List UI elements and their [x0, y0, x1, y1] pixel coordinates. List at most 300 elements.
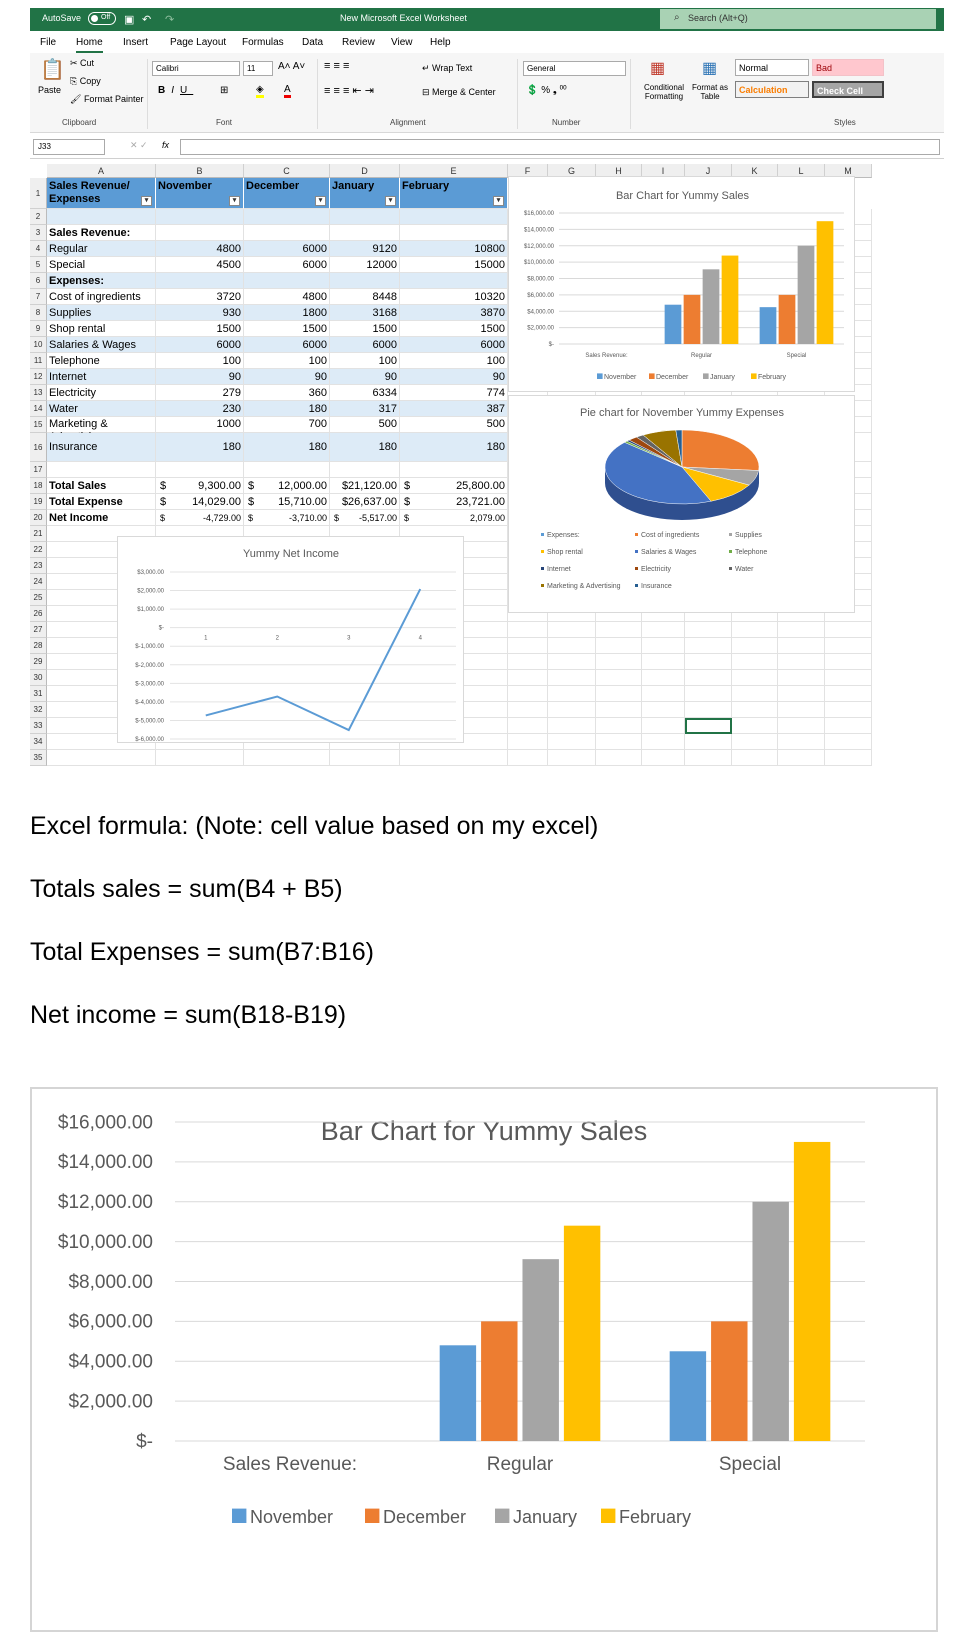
style-calculation[interactable]: Calculation — [735, 81, 809, 98]
tab-page-layout[interactable]: Page Layout — [170, 37, 227, 48]
value-cell[interactable] — [330, 225, 400, 241]
empty-cell[interactable] — [548, 654, 596, 670]
cut-button[interactable] — [70, 58, 94, 69]
empty-cell[interactable] — [825, 622, 872, 638]
value-cell[interactable] — [244, 225, 330, 241]
value-cell[interactable]: 10800 — [400, 241, 508, 257]
value-cell[interactable] — [400, 209, 508, 225]
value-cell[interactable]: 6000 — [156, 337, 244, 353]
row-header[interactable]: 1 — [30, 178, 47, 209]
column-header[interactable]: I — [642, 164, 685, 178]
value-cell[interactable]: 12000 — [330, 257, 400, 273]
currency-symbol: $ — [248, 496, 255, 508]
total-value-cell[interactable]: 23,721.00 $ — [400, 494, 508, 510]
row-header[interactable]: 10 — [30, 337, 47, 353]
empty-cell[interactable] — [548, 686, 596, 702]
row-header[interactable]: 5 — [30, 257, 47, 273]
value-cell[interactable]: 8448 — [330, 289, 400, 305]
empty-cell[interactable] — [778, 750, 825, 766]
value-cell[interactable]: 3168 — [330, 305, 400, 321]
column-header[interactable]: E — [400, 164, 508, 178]
search-box[interactable] — [660, 9, 936, 29]
empty-cell[interactable] — [642, 702, 685, 718]
total-value-cell[interactable]: -5,517.00 $ — [330, 510, 400, 526]
empty-cell[interactable] — [778, 622, 825, 638]
value-cell[interactable] — [330, 273, 400, 289]
empty-cell[interactable] — [596, 670, 642, 686]
tab-formulas[interactable]: Formulas — [242, 37, 284, 48]
empty-cell[interactable] — [825, 670, 872, 686]
empty-cell[interactable] — [732, 654, 778, 670]
value-cell[interactable]: 15000 — [400, 257, 508, 273]
row-label-cell[interactable] — [47, 209, 156, 225]
table-header-cell[interactable]: January ▾ — [330, 178, 400, 209]
empty-cell[interactable] — [548, 622, 596, 638]
filter-dropdown-icon[interactable]: ▾ — [229, 196, 240, 206]
row-header[interactable]: 8 — [30, 305, 47, 321]
table-header-cell[interactable]: December ▾ — [244, 178, 330, 209]
currency-symbol: $ — [404, 513, 410, 523]
legend-swatch — [365, 1509, 379, 1523]
total-label-cell[interactable]: Net Income — [47, 510, 156, 526]
empty-cell[interactable] — [596, 654, 642, 670]
value-cell[interactable]: 6000 — [400, 337, 508, 353]
number-group-label: Number — [552, 118, 581, 127]
row-header[interactable]: 9 — [30, 321, 47, 337]
row-label-cell[interactable]: Special — [47, 257, 156, 273]
font-color-icon[interactable]: A — [284, 84, 291, 98]
total-value-cell[interactable]: 2,079.00 $ — [400, 510, 508, 526]
total-value-cell[interactable]: 15,710.00 $ — [244, 494, 330, 510]
row-label-cell[interactable] — [47, 462, 156, 478]
legend-label: January — [710, 374, 735, 381]
row-label-cell[interactable]: Internet — [47, 369, 156, 385]
row-header[interactable]: 27 — [30, 622, 47, 638]
cut-label: Cut — [80, 58, 95, 68]
conditional-formatting-icon[interactable]: ▦ — [650, 60, 666, 77]
filter-dropdown-icon[interactable]: ▾ — [385, 196, 396, 206]
column-header[interactable]: C — [244, 164, 330, 178]
value-cell[interactable]: 6000 — [244, 337, 330, 353]
conditional-formatting-button[interactable]: Conditional Formatting — [643, 83, 685, 101]
fill-color-icon[interactable]: ◈ — [256, 84, 264, 98]
format-painter-button[interactable] — [70, 94, 143, 105]
value-cell[interactable]: 279 — [156, 385, 244, 401]
value-cell[interactable]: 317 — [330, 401, 400, 417]
row-header[interactable]: 18 — [30, 478, 47, 494]
row-label-cell[interactable]: Insurance — [47, 433, 156, 462]
total-value-cell[interactable]: 14,029.00 $ — [156, 494, 244, 510]
cancel-enter-icons[interactable]: ✕ ✓ — [130, 140, 148, 150]
row-header[interactable]: 2 — [30, 209, 47, 225]
empty-cell[interactable] — [330, 750, 400, 766]
value-cell[interactable] — [156, 225, 244, 241]
empty-cell[interactable] — [642, 654, 685, 670]
empty-cell[interactable] — [685, 670, 732, 686]
value-cell[interactable]: 387 — [400, 401, 508, 417]
tab-file[interactable]: File — [40, 37, 57, 48]
row-header[interactable]: 7 — [30, 289, 47, 305]
value-cell[interactable] — [330, 209, 400, 225]
currency-symbol: $ — [404, 496, 411, 508]
worksheet-grid[interactable] — [30, 164, 944, 786]
row-header[interactable]: 11 — [30, 353, 47, 369]
empty-cell[interactable] — [548, 670, 596, 686]
filter-dropdown-icon[interactable]: ▾ — [141, 196, 152, 206]
paste-icon[interactable]: 📋 — [40, 59, 65, 81]
empty-cell[interactable] — [685, 622, 732, 638]
empty-cell[interactable] — [244, 750, 330, 766]
empty-cell[interactable] — [548, 702, 596, 718]
bar-february — [564, 1226, 600, 1441]
row-header[interactable]: 12 — [30, 369, 47, 385]
empty-cell[interactable] — [685, 734, 732, 750]
empty-cell[interactable] — [825, 702, 872, 718]
empty-cell[interactable] — [642, 718, 685, 734]
value-cell[interactable]: 4800 — [244, 289, 330, 305]
value-cell[interactable]: 9120 — [330, 241, 400, 257]
empty-cell[interactable] — [778, 638, 825, 654]
empty-cell[interactable] — [508, 638, 548, 654]
row-header[interactable]: 31 — [30, 686, 47, 702]
font-grow-icon[interactable]: A˄ A˅ — [278, 61, 306, 72]
empty-cell[interactable] — [732, 638, 778, 654]
empty-cell[interactable] — [825, 638, 872, 654]
value-cell[interactable]: 500 — [330, 417, 400, 433]
row-header[interactable]: 21 — [30, 526, 47, 542]
empty-cell[interactable] — [685, 686, 732, 702]
empty-cell[interactable] — [596, 750, 642, 766]
empty-cell[interactable] — [596, 638, 642, 654]
empty-cell[interactable] — [732, 750, 778, 766]
value-cell[interactable]: 700 — [244, 417, 330, 433]
caption-line: Excel formula: (Note: cell value based on my excel) — [30, 812, 599, 840]
tab-insert[interactable]: Insert — [123, 37, 149, 48]
row-header[interactable]: 28 — [30, 638, 47, 654]
bold-italic-underline[interactable]: BIU — [158, 85, 194, 96]
empty-cell[interactable] — [825, 654, 872, 670]
style-bad[interactable]: Bad — [812, 59, 884, 76]
value-cell[interactable]: 100 — [156, 353, 244, 369]
value-cell[interactable]: 4500 — [156, 257, 244, 273]
total-label-cell[interactable]: Total Expense — [47, 494, 156, 510]
value-cell[interactable] — [400, 225, 508, 241]
empty-cell[interactable] — [778, 734, 825, 750]
row-header[interactable]: 14 — [30, 401, 47, 417]
value-cell[interactable] — [400, 273, 508, 289]
row-label-cell[interactable]: Sales Revenue: — [47, 225, 156, 241]
value-cell[interactable]: 6000 — [244, 241, 330, 257]
merge-center-button[interactable] — [422, 87, 496, 98]
style-check-cell[interactable]: Check Cell — [812, 81, 884, 98]
empty-cell[interactable] — [642, 622, 685, 638]
table-header-cell[interactable]: Sales Revenue/ Expenses ▾ — [47, 178, 156, 209]
empty-cell[interactable] — [400, 750, 508, 766]
value-cell[interactable]: 6000 — [244, 257, 330, 273]
empty-cell[interactable] — [642, 734, 685, 750]
tab-home[interactable]: Home — [76, 37, 103, 53]
value-cell[interactable]: 100 — [330, 353, 400, 369]
value-cell[interactable] — [400, 462, 508, 478]
row-header[interactable]: 25 — [30, 590, 47, 606]
line-chart[interactable] — [117, 536, 464, 743]
empty-cell[interactable] — [508, 622, 548, 638]
column-header[interactable]: K — [732, 164, 778, 178]
total-value-cell[interactable]: $21,120.00 — [330, 478, 400, 494]
formula-input[interactable] — [180, 139, 940, 155]
align-top-icons[interactable]: ≡ ≡ ≡ — [324, 60, 350, 72]
value-cell[interactable]: 90 — [244, 369, 330, 385]
value-cell[interactable] — [156, 273, 244, 289]
style-normal[interactable]: Normal — [735, 59, 809, 76]
empty-cell[interactable] — [548, 638, 596, 654]
value-cell[interactable]: 1000 — [156, 417, 244, 433]
value-cell[interactable]: 1500 — [156, 321, 244, 337]
chart-title: Bar Chart for Yummy Sales — [615, 190, 750, 202]
row-label-cell[interactable]: Expenses: — [47, 273, 156, 289]
total-value-cell[interactable]: $26,637.00 — [330, 494, 400, 510]
value-cell[interactable]: 360 — [244, 385, 330, 401]
empty-cell[interactable] — [596, 702, 642, 718]
bar-chart-svg — [509, 177, 856, 393]
column-header[interactable]: D — [330, 164, 400, 178]
bar-january — [752, 1202, 788, 1441]
redo-icon[interactable]: ↷ — [165, 14, 175, 26]
tab-review[interactable]: Review — [342, 37, 375, 48]
row-header[interactable]: 32 — [30, 702, 47, 718]
empty-cell[interactable] — [47, 750, 156, 766]
value-cell[interactable]: 1500 — [330, 321, 400, 337]
filter-dropdown-icon[interactable]: ▾ — [493, 196, 504, 206]
value-cell[interactable] — [330, 462, 400, 478]
y-tick-label: $-5,000.00 — [135, 718, 164, 725]
empty-cell[interactable] — [508, 750, 548, 766]
table-header-cell[interactable]: November ▾ — [156, 178, 244, 209]
row-header[interactable]: 4 — [30, 241, 47, 257]
borders-icon[interactable]: ⊞ — [220, 85, 229, 96]
row-header[interactable]: 16 — [30, 433, 47, 462]
empty-cell[interactable] — [156, 750, 244, 766]
empty-cell[interactable] — [685, 638, 732, 654]
save-icon[interactable]: ▣ — [124, 14, 135, 26]
value-cell[interactable]: 6334 — [330, 385, 400, 401]
row-header[interactable]: 26 — [30, 606, 47, 622]
empty-cell[interactable] — [732, 670, 778, 686]
y-tick-label: $4,000.00 — [68, 1351, 153, 1373]
empty-cell[interactable] — [596, 622, 642, 638]
value-cell[interactable]: 100 — [244, 353, 330, 369]
autosave-toggle[interactable]: Off — [88, 12, 116, 25]
selected-cell[interactable] — [685, 718, 732, 734]
name-box[interactable]: J33 — [33, 139, 105, 155]
row-header[interactable]: 15 — [30, 417, 47, 433]
empty-cell[interactable] — [685, 654, 732, 670]
excel-screenshot — [0, 0, 974, 790]
font-name-select[interactable]: Calibri — [152, 61, 240, 76]
format-as-table-button[interactable]: Format as Table — [691, 83, 728, 101]
row-label-cell[interactable]: Electricity — [47, 385, 156, 401]
column-header[interactable]: G — [548, 164, 596, 178]
row-header[interactable]: 33 — [30, 718, 47, 734]
row-header[interactable]: 20 — [30, 510, 47, 526]
empty-cell[interactable] — [778, 718, 825, 734]
wrap-text-button[interactable] — [422, 63, 472, 74]
bar-chart-svg — [32, 1089, 936, 1630]
value-cell[interactable]: 3720 — [156, 289, 244, 305]
value-cell[interactable]: 6000 — [330, 337, 400, 353]
bar-february — [722, 256, 739, 344]
row-label-cell[interactable]: Marketing & — [47, 417, 156, 433]
value-cell[interactable]: 180 — [400, 433, 508, 462]
align-left-icons[interactable]: ≡ ≡ ≡ ⇤ ⇥ — [324, 85, 374, 97]
row-header[interactable]: 17 — [30, 462, 47, 478]
empty-cell[interactable] — [596, 686, 642, 702]
format-table-icon[interactable]: ▦ — [702, 60, 718, 77]
row-label-cell[interactable]: Cost of ingredients — [47, 289, 156, 305]
value-cell[interactable]: 4800 — [156, 241, 244, 257]
empty-cell[interactable] — [508, 670, 548, 686]
column-header[interactable]: B — [156, 164, 244, 178]
empty-cell[interactable] — [596, 718, 642, 734]
row-header[interactable]: 35 — [30, 750, 47, 766]
empty-cell[interactable] — [732, 718, 778, 734]
row-header[interactable]: 19 — [30, 494, 47, 510]
value-cell[interactable] — [244, 273, 330, 289]
tab-data[interactable]: Data — [302, 37, 324, 48]
value-cell[interactable]: 180 — [244, 401, 330, 417]
number-format-select[interactable]: General — [523, 61, 626, 76]
empty-cell[interactable] — [508, 654, 548, 670]
currency-symbol: $ — [334, 513, 340, 523]
empty-cell[interactable] — [732, 686, 778, 702]
column-header[interactable]: H — [596, 164, 642, 178]
empty-cell[interactable] — [642, 686, 685, 702]
empty-cell[interactable] — [825, 718, 872, 734]
row-header[interactable]: 34 — [30, 734, 47, 750]
value-cell[interactable]: 3870 — [400, 305, 508, 321]
value-cell[interactable]: 180 — [156, 433, 244, 462]
value-cell[interactable]: 90 — [400, 369, 508, 385]
value-cell[interactable]: 1500 — [400, 321, 508, 337]
row-header[interactable]: 3 — [30, 225, 47, 241]
total-label-cell[interactable]: Total Sales — [47, 478, 156, 494]
row-header[interactable]: 24 — [30, 574, 47, 590]
column-header[interactable]: L — [778, 164, 825, 178]
row-header[interactable]: 30 — [30, 670, 47, 686]
value-cell[interactable]: 100 — [400, 353, 508, 369]
currency-percent-icons[interactable]: 💲 % ❟ ⁰⁰ — [526, 85, 567, 96]
row-header[interactable]: 6 — [30, 273, 47, 289]
row-label-cell[interactable]: Salaries & Wages — [47, 337, 156, 353]
value-cell[interactable]: 10320 — [400, 289, 508, 305]
column-header[interactable]: A — [47, 164, 156, 178]
table-header-cell[interactable]: February ▾ — [400, 178, 508, 209]
value-cell[interactable]: 1500 — [244, 321, 330, 337]
empty-cell[interactable] — [825, 686, 872, 702]
caption-text — [30, 812, 930, 1064]
total-value-cell[interactable]: -4,729.00 $ — [156, 510, 244, 526]
empty-cell[interactable] — [642, 750, 685, 766]
empty-cell[interactable] — [732, 622, 778, 638]
paste-button[interactable]: Paste — [38, 85, 62, 95]
empty-cell[interactable] — [778, 686, 825, 702]
row-header[interactable]: 23 — [30, 558, 47, 574]
pie-chart[interactable] — [508, 395, 855, 613]
copy-button[interactable] — [70, 76, 101, 87]
empty-cell[interactable] — [548, 734, 596, 750]
total-value-cell[interactable]: 12,000.00 $ — [244, 478, 330, 494]
empty-cell[interactable] — [642, 638, 685, 654]
column-header[interactable]: F — [508, 164, 548, 178]
total-value-cell[interactable]: 25,800.00 $ — [400, 478, 508, 494]
bar-november — [670, 1351, 706, 1441]
value-cell[interactable]: 230 — [156, 401, 244, 417]
empty-cell[interactable] — [685, 702, 732, 718]
row-label-cell[interactable]: Shop rental — [47, 321, 156, 337]
column-header[interactable]: M — [825, 164, 872, 178]
bar-february — [794, 1142, 830, 1441]
total-value-cell[interactable]: 9,300.00 $ — [156, 478, 244, 494]
value-cell[interactable]: 180 — [330, 433, 400, 462]
value-cell[interactable]: 180 — [244, 433, 330, 462]
filter-dropdown-icon[interactable]: ▾ — [315, 196, 326, 206]
empty-cell[interactable] — [642, 670, 685, 686]
row-label-cell[interactable]: Telephone — [47, 353, 156, 369]
value-cell[interactable]: 774 — [400, 385, 508, 401]
empty-cell[interactable] — [825, 734, 872, 750]
empty-cell[interactable] — [685, 750, 732, 766]
value-cell[interactable] — [156, 462, 244, 478]
value-cell[interactable] — [244, 209, 330, 225]
empty-cell[interactable] — [548, 750, 596, 766]
empty-cell[interactable] — [548, 718, 596, 734]
empty-cell[interactable] — [508, 718, 548, 734]
value-cell[interactable]: 500 — [400, 417, 508, 433]
empty-cell[interactable] — [825, 750, 872, 766]
font-size-select[interactable]: 11 — [243, 61, 273, 76]
empty-cell[interactable] — [508, 734, 548, 750]
tab-help[interactable]: Help — [430, 37, 451, 48]
row-label-cell[interactable]: Supplies — [47, 305, 156, 321]
tab-view[interactable]: View — [391, 37, 413, 48]
bar-chart-small[interactable] — [508, 176, 855, 392]
empty-cell[interactable] — [778, 670, 825, 686]
empty-cell[interactable] — [508, 702, 548, 718]
empty-cell[interactable] — [778, 702, 825, 718]
row-label-cell[interactable]: Water — [47, 401, 156, 417]
empty-cell[interactable] — [596, 734, 642, 750]
value-cell[interactable] — [244, 462, 330, 478]
empty-cell[interactable] — [778, 654, 825, 670]
value-cell[interactable]: 90 — [156, 369, 244, 385]
row-label-cell[interactable]: Regular — [47, 241, 156, 257]
y-tick-label: $- — [548, 342, 554, 348]
total-value-cell[interactable]: -3,710.00 $ — [244, 510, 330, 526]
value-cell[interactable]: 930 — [156, 305, 244, 321]
empty-cell[interactable] — [732, 702, 778, 718]
empty-cell[interactable] — [508, 686, 548, 702]
column-header[interactable]: J — [685, 164, 732, 178]
row-header[interactable]: 22 — [30, 542, 47, 558]
value-cell[interactable]: 1800 — [244, 305, 330, 321]
undo-icon[interactable]: ↶ — [142, 14, 152, 26]
value-cell[interactable] — [156, 209, 244, 225]
empty-cell[interactable] — [732, 734, 778, 750]
row-header[interactable]: 13 — [30, 385, 47, 401]
row-header[interactable]: 29 — [30, 654, 47, 670]
function-icon[interactable]: fx — [162, 140, 170, 150]
value-cell[interactable]: 90 — [330, 369, 400, 385]
